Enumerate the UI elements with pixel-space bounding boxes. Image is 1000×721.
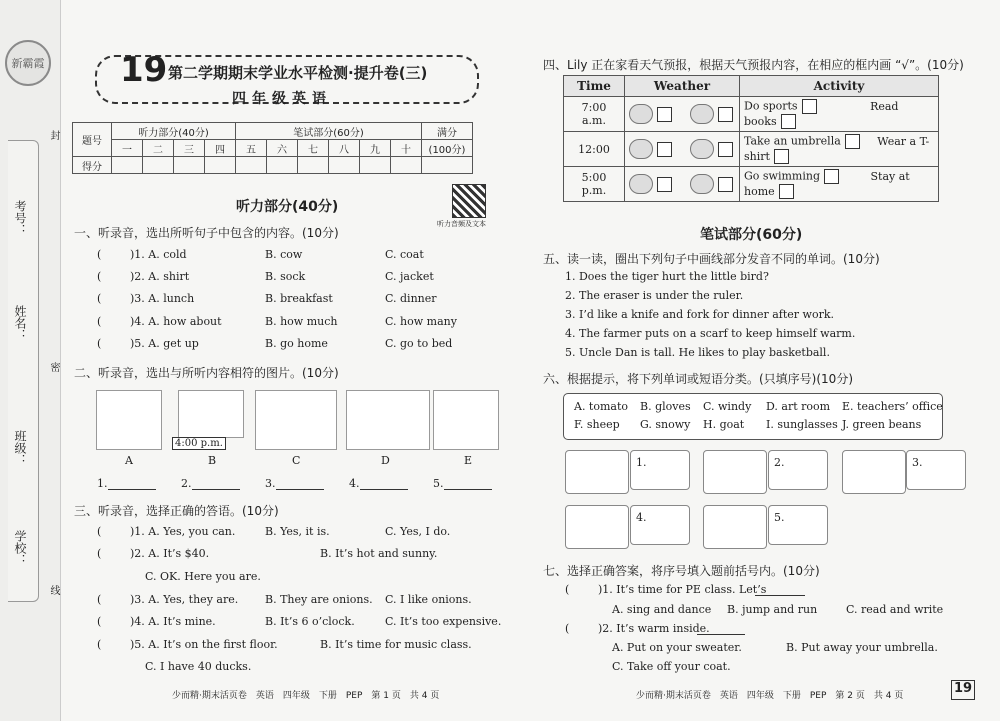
q1-option-b: B. cow	[265, 248, 303, 261]
q3-option: )1. A. Yes, you can.	[130, 525, 236, 538]
sunny-icon	[629, 104, 653, 124]
activity-label: Stay at home	[744, 169, 910, 198]
checkbox[interactable]	[657, 177, 672, 192]
picture-letter: C	[292, 454, 301, 467]
word-option: J. green beans	[842, 418, 922, 431]
checkbox[interactable]	[802, 99, 817, 114]
answer-blank-label: 1.	[97, 477, 108, 490]
q1-bracket[interactable]: (	[97, 292, 102, 305]
answer-blank[interactable]	[755, 595, 805, 596]
q3-option: B. It’s hot and sunny.	[320, 547, 438, 560]
checkbox[interactable]	[657, 107, 672, 122]
answer-blank[interactable]	[444, 489, 492, 490]
score-row-label: 得分	[73, 157, 112, 174]
footer-right: 少而精·期末活页卷 英语 四年级 下册 PEP 第 2 页 共 4 页	[636, 691, 904, 701]
paper-title: 第二学期期末学业水平检测·提升卷(三)	[168, 64, 428, 82]
picture-d	[346, 390, 430, 450]
answer-blank-label: 3.	[912, 456, 923, 469]
q7-option: C. Take off your coat.	[612, 660, 731, 673]
q3-bracket[interactable]: (	[97, 525, 102, 538]
answer-blank[interactable]	[360, 489, 408, 490]
category-weather-image	[842, 450, 906, 494]
picture-c	[255, 390, 337, 450]
word-option: G. snowy	[640, 418, 691, 431]
checkbox[interactable]	[824, 169, 839, 184]
answer-blank[interactable]	[276, 489, 324, 490]
q1-bracket[interactable]: (	[97, 270, 102, 283]
col-5: 五	[236, 140, 267, 157]
activity-cell	[740, 132, 939, 167]
weather-cell	[625, 132, 740, 167]
cloudy-icon	[690, 139, 714, 159]
col-3: 三	[174, 140, 205, 157]
rainy-icon	[629, 139, 653, 159]
answer-blank-label: 2.	[181, 477, 192, 490]
class-label: 班级：	[13, 430, 27, 466]
q1-option-b: B. go home	[265, 337, 328, 350]
q1-option-b: B. how much	[265, 315, 338, 328]
seal-char-2: 密	[48, 362, 59, 372]
q6-heading: 六、根据提示，将下列单词或短语分类。(只填序号)(10分)	[543, 372, 853, 386]
score-table	[72, 122, 473, 174]
paper-number: 19	[120, 50, 168, 90]
activity-cell	[740, 167, 939, 202]
q7-heading: 七、选择正确答案，将序号填入题前括号内。(10分)	[543, 564, 820, 578]
written-header: 笔试部分(60分)	[236, 123, 422, 140]
school-label: 学校：	[13, 530, 27, 566]
q7-bracket[interactable]: (	[565, 622, 570, 635]
q3-bracket[interactable]: (	[97, 547, 102, 560]
answer-blank-label: 4.	[349, 477, 360, 490]
time-cell: 7:00 a.m.	[564, 97, 625, 132]
q5-heading: 五、读一读，圈出下列句子中画线部分发音不同的单词。(10分)	[543, 252, 880, 266]
q3-option: )5. A. It’s on the first floor.	[130, 638, 278, 651]
rainy-cloud-icon	[690, 104, 714, 124]
answer-blank-label: 5.	[433, 477, 444, 490]
score-header-cell: 题号	[73, 123, 112, 157]
picture-letter: E	[464, 454, 473, 467]
answer-blank-label: 1.	[636, 456, 647, 469]
q4-heading: 四、Lily 正在家看天气预报，根据天气预报内容，在相应的框内画 “√”。(10分)	[543, 58, 964, 72]
col-8: 八	[329, 140, 360, 157]
checkbox[interactable]	[779, 184, 794, 199]
q3-option: C. It’s too expensive.	[385, 615, 502, 628]
score-cell[interactable]	[205, 157, 236, 174]
col-7: 七	[298, 140, 329, 157]
picture-letter: A	[125, 454, 133, 467]
picture-letter: D	[381, 454, 390, 467]
category-animal-image	[703, 450, 767, 494]
q3-option: )4. A. It’s mine.	[130, 615, 216, 628]
q1-bracket[interactable]: (	[97, 248, 102, 261]
q3-option: B. It’s time for music class.	[320, 638, 472, 651]
col-weather: Weather	[625, 76, 740, 97]
col-10: 十	[391, 140, 422, 157]
answer-blank-label: 5.	[774, 511, 785, 524]
q2-heading: 二、听录音，选出与所听内容相符的图片。(10分)	[74, 366, 339, 380]
col-9: 九	[360, 140, 391, 157]
q3-option: C. OK. Here you are.	[145, 570, 261, 583]
publisher-logo: 新霸霞	[5, 40, 51, 86]
q3-option: B. It’s 6 o’clock.	[265, 615, 355, 628]
q1-heading: 一、听录音，选出所听句子中包含的内容。(10分)	[74, 226, 339, 240]
q3-bracket[interactable]: (	[97, 615, 102, 628]
q7-question: )1. It’s time for PE class. Let’s	[598, 583, 767, 596]
col-2: 二	[143, 140, 174, 157]
col-activity: Activity	[740, 76, 939, 97]
q5-sentence: 1. Does the tiger hurt the little bird?	[565, 270, 769, 283]
q7-option: A. Put on your sweater.	[612, 641, 742, 654]
q1-option-c: C. dinner	[385, 292, 437, 305]
weather-cell	[625, 97, 740, 132]
footer-left: 少而精·期末活页卷 英语 四年级 下册 PEP 第 1 页 共 4 页	[172, 691, 440, 701]
checkbox[interactable]	[774, 149, 789, 164]
word-option: H. goat	[703, 418, 745, 431]
snowy-icon	[629, 174, 653, 194]
q1-option-c: C. coat	[385, 248, 424, 261]
q1-bracket[interactable]: (	[97, 315, 102, 328]
q3-bracket[interactable]: (	[97, 593, 102, 606]
picture-b	[178, 390, 244, 438]
word-option: A. tomato	[574, 400, 629, 413]
weather-table	[563, 75, 939, 202]
qr-code-icon[interactable]	[452, 184, 486, 218]
word-option: C. windy	[703, 400, 752, 413]
activity-label: Take an umbrella	[744, 134, 841, 148]
q7-bracket[interactable]: (	[565, 583, 570, 596]
q5-sentence: 3. I’d like a knife and fork for dinner after work.	[565, 308, 834, 321]
activity-cell	[740, 97, 939, 132]
windy-icon	[690, 174, 714, 194]
word-option: E. teachers’ office	[842, 400, 943, 413]
picture-letter: B	[208, 454, 217, 467]
score-cell[interactable]	[329, 157, 360, 174]
score-cell[interactable]	[360, 157, 391, 174]
score-cell[interactable]	[267, 157, 298, 174]
full-score-value: (100分)	[422, 140, 473, 157]
activity-label: Wear a T-shirt	[744, 134, 930, 163]
answer-blank-label: 4.	[636, 511, 647, 524]
score-cell[interactable]	[174, 157, 205, 174]
q5-sentence: 5. Uncle Dan is tall. He likes to play basketball.	[565, 346, 830, 359]
time-cell: 12:00	[564, 132, 625, 167]
qr-caption: 听力音频及文本	[437, 220, 486, 228]
checkbox[interactable]	[718, 177, 733, 192]
q7-option: B. jump and run	[727, 603, 818, 616]
q3-option: C. Yes, I do.	[385, 525, 451, 538]
answer-blank[interactable]	[108, 489, 156, 490]
listening-header: 听力部分(40分)	[112, 123, 236, 140]
seal-char-1: 封	[48, 130, 59, 140]
exam-number-label: 考号：	[13, 200, 27, 236]
word-option: D. art room	[766, 400, 831, 413]
col-time: Time	[564, 76, 625, 97]
q3-option: B. They are onions.	[265, 593, 373, 606]
q1-option-a: )3. A. lunch	[130, 292, 195, 305]
score-cell[interactable]	[143, 157, 174, 174]
written-title: 笔试部分(60分)	[700, 227, 803, 243]
q1-option-b: B. sock	[265, 270, 306, 283]
checkbox[interactable]	[845, 134, 860, 149]
word-option: F. sheep	[574, 418, 620, 431]
q1-option-a: )2. A. shirt	[130, 270, 190, 283]
q3-option: B. Yes, it is.	[265, 525, 330, 538]
category-school-image	[703, 505, 767, 549]
checkbox[interactable]	[657, 142, 672, 157]
q7-option: B. Put away your umbrella.	[786, 641, 938, 654]
col-6: 六	[267, 140, 298, 157]
q7-option: C. read and write	[846, 603, 944, 616]
q3-option: C. I have 40 ducks.	[145, 660, 252, 673]
name-label: 姓名：	[13, 305, 27, 341]
answer-blank[interactable]	[192, 489, 240, 490]
clock-time-label: 4:00 p.m.	[172, 437, 226, 450]
q1-option-a: )4. A. how about	[130, 315, 222, 328]
full-score-header: 满分	[422, 123, 473, 140]
activity-label: Read books	[744, 99, 899, 128]
activity-label: Go swimming	[744, 169, 820, 183]
q1-bracket[interactable]: (	[97, 337, 102, 350]
checkbox[interactable]	[781, 114, 796, 129]
score-cell[interactable]	[236, 157, 267, 174]
q3-heading: 三、听录音，选择正确的答语。(10分)	[74, 504, 279, 518]
activity-label: Do sports	[744, 99, 798, 113]
checkbox[interactable]	[718, 107, 733, 122]
word-option: I. sunglasses	[766, 418, 838, 431]
q3-option: C. I like onions.	[385, 593, 472, 606]
category-food-image	[565, 450, 629, 494]
score-cell[interactable]	[298, 157, 329, 174]
q1-option-a: )5. A. get up	[130, 337, 199, 350]
col-4: 四	[205, 140, 236, 157]
seal-char-3: 线	[48, 585, 59, 595]
page-number: 19	[951, 680, 975, 700]
score-cell[interactable]	[112, 157, 143, 174]
score-cell[interactable]	[422, 157, 473, 174]
paper-subtitle: 四年级英语	[232, 91, 332, 107]
listening-title: 听力部分(40分)	[236, 199, 339, 215]
col-1: 一	[112, 140, 143, 157]
q5-sentence: 2. The eraser is under the ruler.	[565, 289, 744, 302]
category-clothes-image	[565, 505, 629, 549]
q7-question: )2. It’s warm inside.	[598, 622, 710, 635]
q1-option-b: B. breakfast	[265, 292, 333, 305]
picture-a	[96, 390, 162, 450]
q7-option: A. sing and dance	[612, 603, 712, 616]
q3-bracket[interactable]: (	[97, 638, 102, 651]
q1-option-c: C. go to bed	[385, 337, 453, 350]
q1-option-c: C. how many	[385, 315, 457, 328]
answer-blank-label: 3.	[265, 477, 276, 490]
q1-option-a: )1. A. cold	[130, 248, 187, 261]
q3-option: )2. A. It’s $40.	[130, 547, 210, 560]
picture-e	[433, 390, 499, 450]
answer-blank[interactable]	[697, 634, 745, 635]
score-cell[interactable]	[391, 157, 422, 174]
q1-option-c: C. jacket	[385, 270, 434, 283]
q3-option: )3. A. Yes, they are.	[130, 593, 239, 606]
word-option: B. gloves	[640, 400, 691, 413]
q5-sentence: 4. The farmer puts on a scarf to keep himself warm.	[565, 327, 856, 340]
time-cell: 5:00 p.m.	[564, 167, 625, 202]
weather-cell	[625, 167, 740, 202]
checkbox[interactable]	[718, 142, 733, 157]
answer-blank-label: 2.	[774, 456, 785, 469]
